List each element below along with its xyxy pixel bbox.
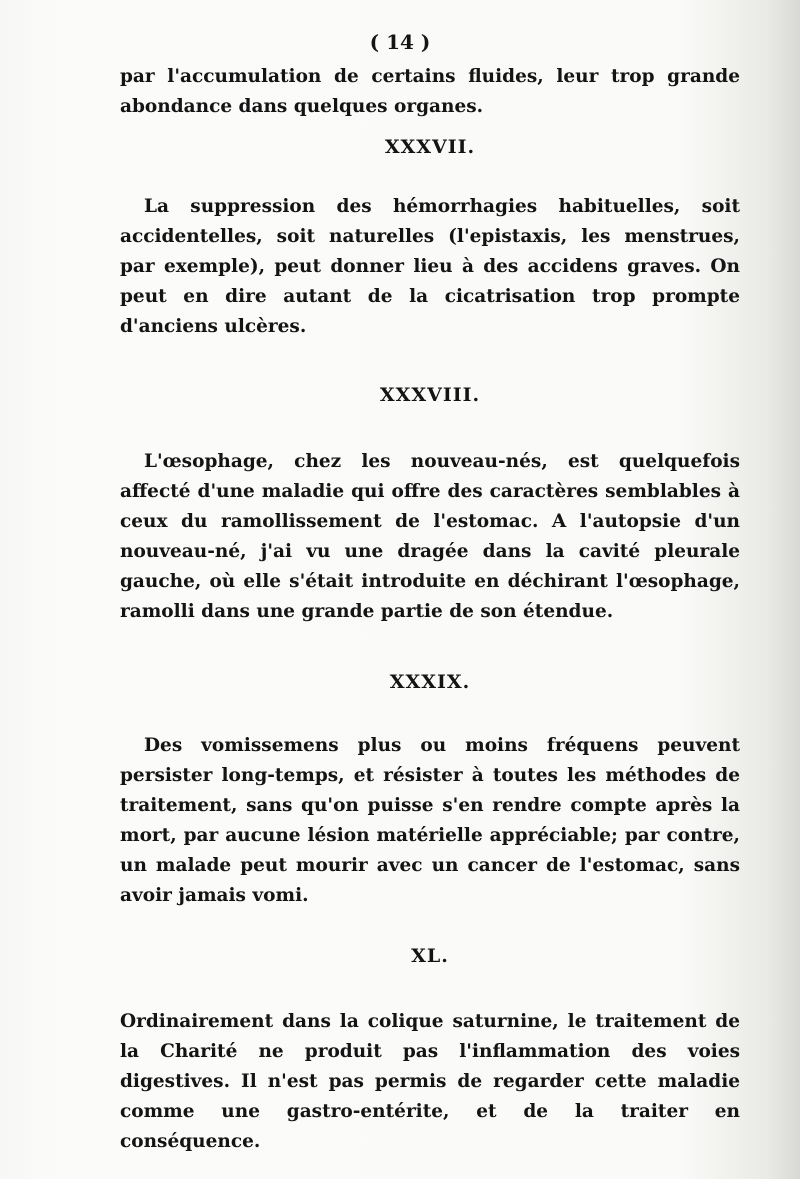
section-text-xxxvii: La suppression des hémorrhagies habituelles, soit accidentelles, soit naturelles (l'epistaxis, les menstrues, par exemple), peut donner lieu à des accidens graves. On peut en dire autant de la cicatrisation trop prompte d'anciens ulcères. xyxy=(120,196,740,337)
intro-paragraph: par l'accumulation de certains fluides, leur trop grande abondance dans quelques organes. xyxy=(120,66,740,117)
section-text-xl: Ordinairement dans la colique saturnine, le traitement de la Charité ne produit pas l'inflammation des voies digestives. Il n'est pas permis de regarder cette maladie comme une gastro-entérite, et de la traiter en conséquence. xyxy=(120,1011,740,1152)
section-heading-xxxvii: XXXVII. xyxy=(384,136,476,158)
page-body xyxy=(120,62,740,1157)
section-heading-xl: XL. xyxy=(411,945,449,967)
section-heading-xxxix: XXXIX. xyxy=(389,671,471,693)
section-text-xxxix: Des vomissemens plus ou moins fréquens peuvent persister long-temps, et résister à toutes les méthodes de traitement, sans qu'on puisse s'en rendre compte après la mort, par aucune lésion matérielle appréciable; par contre, un malade peut mourir avec un cancer de l'estomac, sans avoir jamais vomi. xyxy=(120,735,740,906)
page-number: ( 14 ) xyxy=(369,30,431,54)
section-heading-xxxviii: XXXVIII. xyxy=(379,384,481,406)
section-text-xxxviii: L'œsophage, chez les nouveau-nés, est quelquefois affecté d'une maladie qui offre des caractères semblables à ceux du ramollissement de l'estomac. A l'autopsie d'un nouveau-né, j'ai vu une dragée dans la cavité pleurale gauche, où elle s'était introduite en déchirant l'œsophage, ramolli dans une grande partie de son étendue. xyxy=(120,451,740,622)
